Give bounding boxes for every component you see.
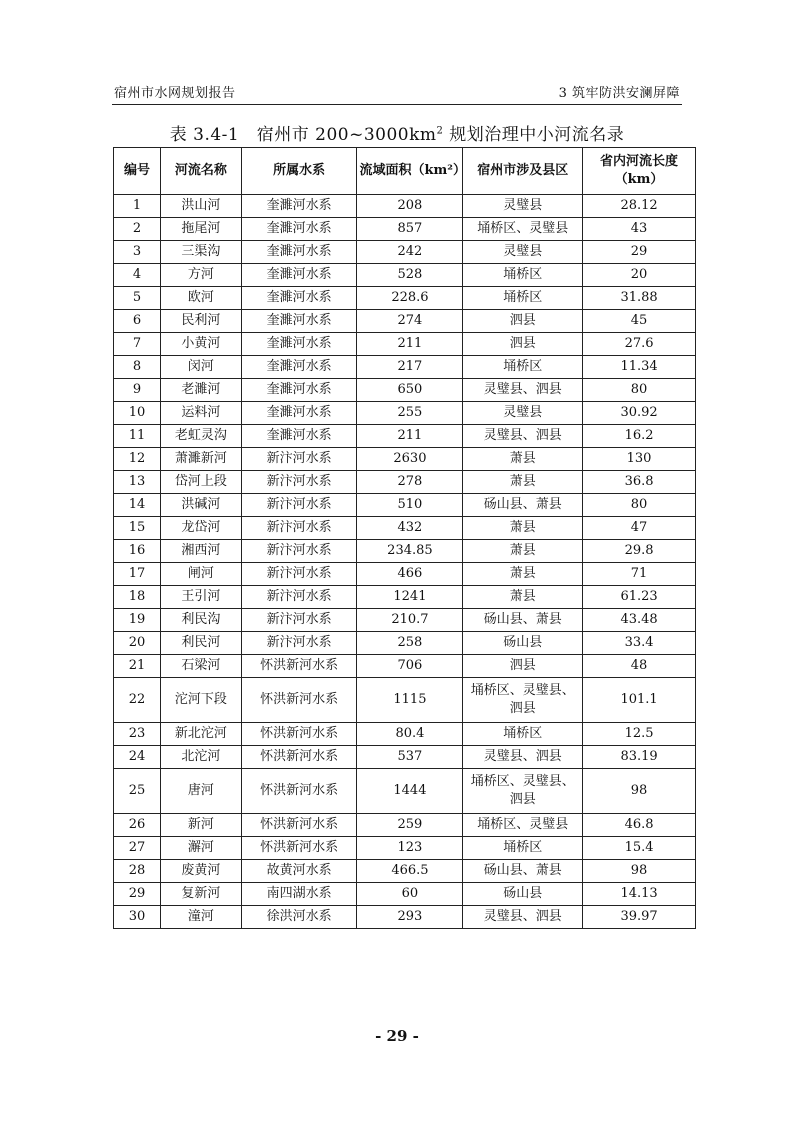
river-name-cell: 老虹灵沟 bbox=[160, 425, 241, 448]
number-cell: 14 bbox=[114, 494, 161, 517]
water-system-cell: 奎濉河水系 bbox=[241, 402, 357, 425]
number-cell: 30 bbox=[114, 906, 161, 929]
table-row bbox=[114, 448, 696, 471]
county-cell: 埇桥区 bbox=[463, 287, 583, 310]
water-system-cell: 奎濉河水系 bbox=[241, 287, 357, 310]
river-name-cell: 闵河 bbox=[160, 356, 241, 379]
basin-area-cell: 1115 bbox=[357, 678, 463, 723]
chapter-title: 3 筑牢防洪安澜屏障 bbox=[558, 86, 680, 101]
river-name-cell: 唐河 bbox=[160, 769, 241, 814]
river-name-cell: 废黄河 bbox=[160, 860, 241, 883]
number-cell: 23 bbox=[114, 723, 161, 746]
table-title-suffix: 规划治理中小河流名录 bbox=[443, 125, 625, 145]
river-name-cell: 沱河下段 bbox=[160, 678, 241, 723]
length-cell: 80 bbox=[583, 494, 696, 517]
length-cell: 27.6 bbox=[583, 333, 696, 356]
table-header bbox=[114, 148, 696, 195]
length-cell: 98 bbox=[583, 769, 696, 814]
river-name-cell: 龙岱河 bbox=[160, 517, 241, 540]
water-system-cell: 新汴河水系 bbox=[241, 517, 357, 540]
length-cell: 11.34 bbox=[583, 356, 696, 379]
table-row bbox=[114, 195, 696, 218]
river-name-cell: 北沱河 bbox=[160, 746, 241, 769]
length-cell: 31.88 bbox=[583, 287, 696, 310]
county-cell: 埇桥区 bbox=[463, 264, 583, 287]
table-title bbox=[0, 120, 794, 145]
river-name-cell: 湘西河 bbox=[160, 540, 241, 563]
table-row bbox=[114, 241, 696, 264]
county-cell: 萧县 bbox=[463, 448, 583, 471]
page-header bbox=[112, 80, 682, 105]
water-system-cell: 新汴河水系 bbox=[241, 540, 357, 563]
river-name-cell: 方河 bbox=[160, 264, 241, 287]
table-row bbox=[114, 540, 696, 563]
number-cell: 9 bbox=[114, 379, 161, 402]
length-cell: 12.5 bbox=[583, 723, 696, 746]
number-cell: 5 bbox=[114, 287, 161, 310]
number-cell: 6 bbox=[114, 310, 161, 333]
length-cell: 47 bbox=[583, 517, 696, 540]
basin-area-cell: 706 bbox=[357, 655, 463, 678]
county-cell: 埇桥区、灵璧县 bbox=[463, 218, 583, 241]
table-row bbox=[114, 356, 696, 379]
basin-area-cell: 60 bbox=[357, 883, 463, 906]
number-cell: 2 bbox=[114, 218, 161, 241]
length-cell: 46.8 bbox=[583, 814, 696, 837]
table-row bbox=[114, 586, 696, 609]
header-col-number: 编号 bbox=[114, 148, 161, 195]
river-name-cell: 洪碱河 bbox=[160, 494, 241, 517]
table-title-prefix: 表 3.4-1 宿州市 200~3000km bbox=[169, 125, 437, 145]
number-cell: 15 bbox=[114, 517, 161, 540]
length-cell: 43.48 bbox=[583, 609, 696, 632]
number-cell: 12 bbox=[114, 448, 161, 471]
table-row bbox=[114, 860, 696, 883]
header-col-basin-area: 流域面积（km²） bbox=[357, 148, 463, 195]
county-cell: 埇桥区、灵璧县 bbox=[463, 814, 583, 837]
county-cell: 灵璧县、泗县 bbox=[463, 425, 583, 448]
water-system-cell: 奎濉河水系 bbox=[241, 195, 357, 218]
table-row bbox=[114, 746, 696, 769]
length-cell: 14.13 bbox=[583, 883, 696, 906]
table-row bbox=[114, 723, 696, 746]
table-row bbox=[114, 425, 696, 448]
table-header-row bbox=[114, 148, 696, 195]
number-cell: 1 bbox=[114, 195, 161, 218]
table-row bbox=[114, 402, 696, 425]
county-cell: 埇桥区、灵璧县、泗县 bbox=[463, 678, 583, 723]
river-name-cell: 洪山河 bbox=[160, 195, 241, 218]
number-cell: 25 bbox=[114, 769, 161, 814]
number-cell: 3 bbox=[114, 241, 161, 264]
river-name-cell: 民利河 bbox=[160, 310, 241, 333]
report-title: 宿州市水网规划报告 bbox=[114, 86, 236, 101]
water-system-cell: 奎濉河水系 bbox=[241, 241, 357, 264]
water-system-cell: 怀洪新河水系 bbox=[241, 769, 357, 814]
length-cell: 39.97 bbox=[583, 906, 696, 929]
river-name-cell: 拖尾河 bbox=[160, 218, 241, 241]
river-name-cell: 澥河 bbox=[160, 837, 241, 860]
table-body bbox=[114, 195, 696, 929]
water-system-cell: 奎濉河水系 bbox=[241, 356, 357, 379]
header-col-water-system: 所属水系 bbox=[241, 148, 357, 195]
river-name-cell: 萧濉新河 bbox=[160, 448, 241, 471]
number-cell: 11 bbox=[114, 425, 161, 448]
length-cell: 61.23 bbox=[583, 586, 696, 609]
river-name-cell: 三渠沟 bbox=[160, 241, 241, 264]
header-col-length: 省内河流长度（km） bbox=[583, 148, 696, 195]
water-system-cell: 新汴河水系 bbox=[241, 448, 357, 471]
river-name-cell: 新河 bbox=[160, 814, 241, 837]
basin-area-cell: 208 bbox=[357, 195, 463, 218]
length-cell: 36.8 bbox=[583, 471, 696, 494]
river-name-cell: 欧河 bbox=[160, 287, 241, 310]
county-cell: 泗县 bbox=[463, 333, 583, 356]
table-row bbox=[114, 632, 696, 655]
river-name-cell: 复新河 bbox=[160, 883, 241, 906]
length-cell: 98 bbox=[583, 860, 696, 883]
basin-area-cell: 432 bbox=[357, 517, 463, 540]
river-name-cell: 运料河 bbox=[160, 402, 241, 425]
table-row bbox=[114, 310, 696, 333]
basin-area-cell: 537 bbox=[357, 746, 463, 769]
basin-area-cell: 2630 bbox=[357, 448, 463, 471]
table-row bbox=[114, 287, 696, 310]
water-system-cell: 新汴河水系 bbox=[241, 632, 357, 655]
county-cell: 灵璧县 bbox=[463, 402, 583, 425]
table-row bbox=[114, 379, 696, 402]
basin-area-cell: 242 bbox=[357, 241, 463, 264]
water-system-cell: 新汴河水系 bbox=[241, 563, 357, 586]
number-cell: 8 bbox=[114, 356, 161, 379]
number-cell: 16 bbox=[114, 540, 161, 563]
water-system-cell: 奎濉河水系 bbox=[241, 333, 357, 356]
length-cell: 83.19 bbox=[583, 746, 696, 769]
river-name-cell: 岱河上段 bbox=[160, 471, 241, 494]
county-cell: 萧县 bbox=[463, 586, 583, 609]
county-cell: 萧县 bbox=[463, 517, 583, 540]
length-cell: 29.8 bbox=[583, 540, 696, 563]
water-system-cell: 怀洪新河水系 bbox=[241, 678, 357, 723]
basin-area-cell: 1444 bbox=[357, 769, 463, 814]
length-cell: 16.2 bbox=[583, 425, 696, 448]
basin-area-cell: 234.85 bbox=[357, 540, 463, 563]
river-name-cell: 闸河 bbox=[160, 563, 241, 586]
length-cell: 71 bbox=[583, 563, 696, 586]
basin-area-cell: 650 bbox=[357, 379, 463, 402]
county-cell: 灵璧县、泗县 bbox=[463, 906, 583, 929]
number-cell: 4 bbox=[114, 264, 161, 287]
length-cell: 45 bbox=[583, 310, 696, 333]
number-cell: 24 bbox=[114, 746, 161, 769]
number-cell: 13 bbox=[114, 471, 161, 494]
basin-area-cell: 278 bbox=[357, 471, 463, 494]
basin-area-cell: 1241 bbox=[357, 586, 463, 609]
length-cell: 80 bbox=[583, 379, 696, 402]
table-row bbox=[114, 678, 696, 723]
header-col-county: 宿州市涉及县区 bbox=[463, 148, 583, 195]
water-system-cell: 新汴河水系 bbox=[241, 471, 357, 494]
county-cell: 灵璧县 bbox=[463, 241, 583, 264]
river-name-cell: 小黄河 bbox=[160, 333, 241, 356]
water-system-cell: 奎濉河水系 bbox=[241, 218, 357, 241]
number-cell: 7 bbox=[114, 333, 161, 356]
length-cell: 43 bbox=[583, 218, 696, 241]
water-system-cell: 怀洪新河水系 bbox=[241, 723, 357, 746]
number-cell: 19 bbox=[114, 609, 161, 632]
water-system-cell: 怀洪新河水系 bbox=[241, 814, 357, 837]
length-cell: 33.4 bbox=[583, 632, 696, 655]
basin-area-cell: 528 bbox=[357, 264, 463, 287]
county-cell: 砀山县 bbox=[463, 883, 583, 906]
length-cell: 130 bbox=[583, 448, 696, 471]
basin-area-cell: 211 bbox=[357, 425, 463, 448]
number-cell: 28 bbox=[114, 860, 161, 883]
river-name-cell: 老濉河 bbox=[160, 379, 241, 402]
number-cell: 20 bbox=[114, 632, 161, 655]
table-row bbox=[114, 471, 696, 494]
length-cell: 29 bbox=[583, 241, 696, 264]
county-cell: 泗县 bbox=[463, 655, 583, 678]
basin-area-cell: 228.6 bbox=[357, 287, 463, 310]
table-row bbox=[114, 494, 696, 517]
basin-area-cell: 293 bbox=[357, 906, 463, 929]
water-system-cell: 怀洪新河水系 bbox=[241, 655, 357, 678]
county-cell: 埇桥区 bbox=[463, 837, 583, 860]
county-cell: 萧县 bbox=[463, 563, 583, 586]
page-number: - 29 - bbox=[375, 1027, 419, 1045]
number-cell: 27 bbox=[114, 837, 161, 860]
water-system-cell: 奎濉河水系 bbox=[241, 425, 357, 448]
basin-area-cell: 123 bbox=[357, 837, 463, 860]
table-row bbox=[114, 883, 696, 906]
basin-area-cell: 259 bbox=[357, 814, 463, 837]
number-cell: 22 bbox=[114, 678, 161, 723]
basin-area-cell: 510 bbox=[357, 494, 463, 517]
length-cell: 20 bbox=[583, 264, 696, 287]
basin-area-cell: 211 bbox=[357, 333, 463, 356]
water-system-cell: 故黄河水系 bbox=[241, 860, 357, 883]
number-cell: 17 bbox=[114, 563, 161, 586]
length-cell: 28.12 bbox=[583, 195, 696, 218]
table-row bbox=[114, 655, 696, 678]
basin-area-cell: 217 bbox=[357, 356, 463, 379]
table-row bbox=[114, 218, 696, 241]
river-name-cell: 石梁河 bbox=[160, 655, 241, 678]
number-cell: 29 bbox=[114, 883, 161, 906]
water-system-cell: 怀洪新河水系 bbox=[241, 746, 357, 769]
water-system-cell: 奎濉河水系 bbox=[241, 379, 357, 402]
river-name-cell: 新北沱河 bbox=[160, 723, 241, 746]
table-row bbox=[114, 609, 696, 632]
table-row bbox=[114, 769, 696, 814]
county-cell: 埇桥区 bbox=[463, 356, 583, 379]
county-cell: 砀山县、萧县 bbox=[463, 494, 583, 517]
river-name-cell: 王引河 bbox=[160, 586, 241, 609]
table-row bbox=[114, 333, 696, 356]
table-row bbox=[114, 563, 696, 586]
number-cell: 26 bbox=[114, 814, 161, 837]
basin-area-cell: 857 bbox=[357, 218, 463, 241]
basin-area-cell: 258 bbox=[357, 632, 463, 655]
header-col-river-name: 河流名称 bbox=[160, 148, 241, 195]
water-system-cell: 新汴河水系 bbox=[241, 609, 357, 632]
length-cell: 101.1 bbox=[583, 678, 696, 723]
county-cell: 泗县 bbox=[463, 310, 583, 333]
length-cell: 30.92 bbox=[583, 402, 696, 425]
number-cell: 21 bbox=[114, 655, 161, 678]
county-cell: 萧县 bbox=[463, 540, 583, 563]
table-row bbox=[114, 517, 696, 540]
number-cell: 10 bbox=[114, 402, 161, 425]
table-row bbox=[114, 264, 696, 287]
table-row bbox=[114, 837, 696, 860]
county-cell: 萧县 bbox=[463, 471, 583, 494]
basin-area-cell: 210.7 bbox=[357, 609, 463, 632]
county-cell: 灵璧县、泗县 bbox=[463, 379, 583, 402]
basin-area-cell: 466 bbox=[357, 563, 463, 586]
length-cell: 48 bbox=[583, 655, 696, 678]
county-cell: 埇桥区 bbox=[463, 723, 583, 746]
basin-area-cell: 466.5 bbox=[357, 860, 463, 883]
water-system-cell: 奎濉河水系 bbox=[241, 310, 357, 333]
county-cell: 灵璧县 bbox=[463, 195, 583, 218]
river-table bbox=[113, 147, 696, 929]
county-cell: 砀山县 bbox=[463, 632, 583, 655]
length-cell: 15.4 bbox=[583, 837, 696, 860]
basin-area-cell: 274 bbox=[357, 310, 463, 333]
water-system-cell: 怀洪新河水系 bbox=[241, 837, 357, 860]
water-system-cell: 新汴河水系 bbox=[241, 494, 357, 517]
county-cell: 埇桥区、灵璧县、泗县 bbox=[463, 769, 583, 814]
water-system-cell: 南四湖水系 bbox=[241, 883, 357, 906]
water-system-cell: 徐洪河水系 bbox=[241, 906, 357, 929]
basin-area-cell: 255 bbox=[357, 402, 463, 425]
table-row bbox=[114, 814, 696, 837]
water-system-cell: 新汴河水系 bbox=[241, 586, 357, 609]
river-name-cell: 利民河 bbox=[160, 632, 241, 655]
river-name-cell: 潼河 bbox=[160, 906, 241, 929]
river-name-cell: 利民沟 bbox=[160, 609, 241, 632]
number-cell: 18 bbox=[114, 586, 161, 609]
county-cell: 灵璧县、泗县 bbox=[463, 746, 583, 769]
basin-area-cell: 80.4 bbox=[357, 723, 463, 746]
county-cell: 砀山县、萧县 bbox=[463, 860, 583, 883]
table-row bbox=[114, 906, 696, 929]
water-system-cell: 奎濉河水系 bbox=[241, 264, 357, 287]
table-title-superscript: 2 bbox=[436, 125, 444, 137]
county-cell: 砀山县、萧县 bbox=[463, 609, 583, 632]
